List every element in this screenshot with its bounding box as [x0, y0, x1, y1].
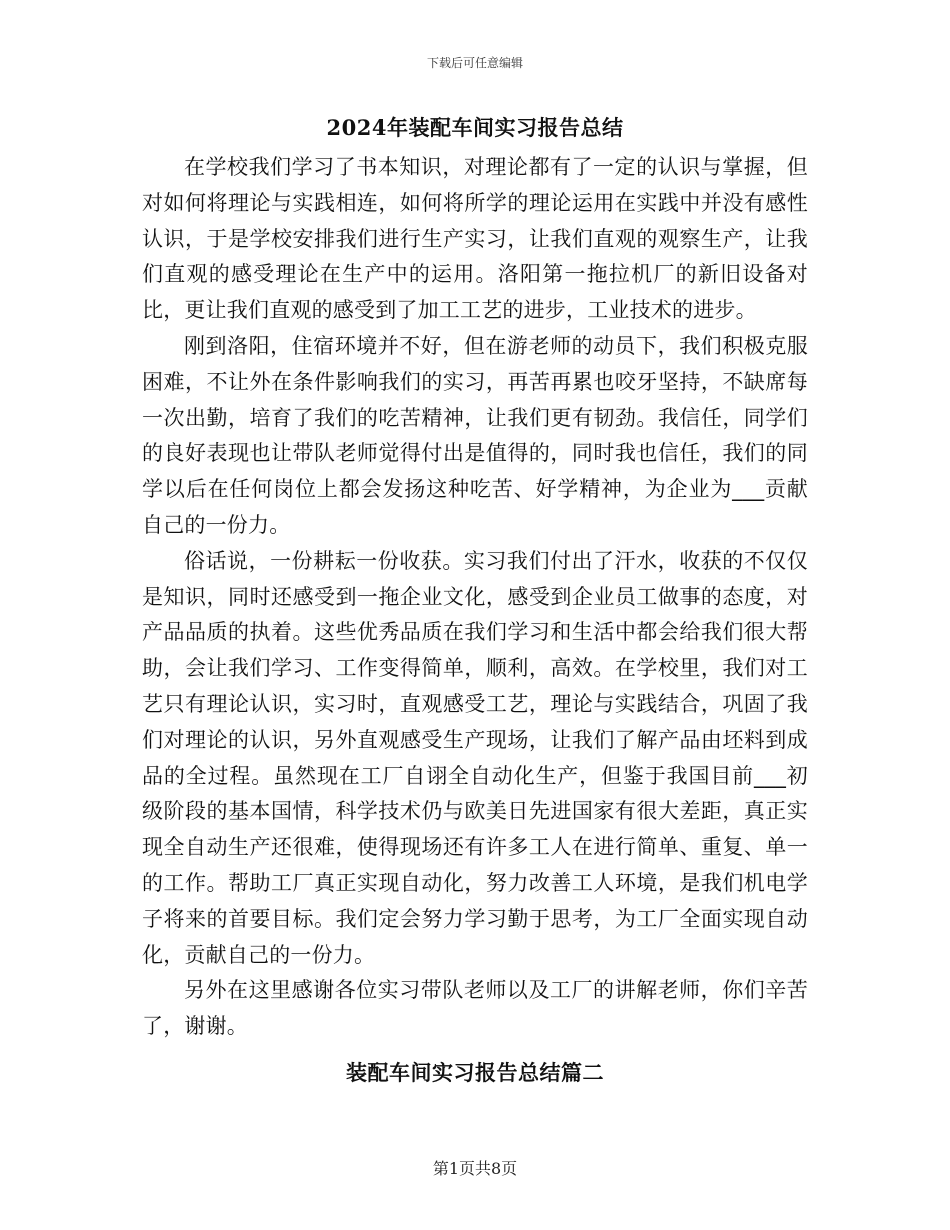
document-title: 2024年装配车间实习报告总结 — [326, 115, 624, 140]
paragraph-4: 另外在这里感谢各位实习带队老师以及工厂的讲解老师，你们辛苦了，谢谢。 — [142, 978, 808, 1039]
paragraph-2: 刚到洛阳，住宿环境并不好，但在游老师的动员下，我们积极克服困难，不让外在条件影响我们的实习，再苦再累也咬牙坚持，不缺席每一次出勤，培育了我们的吃苦精神，让我们更有韧劲。我信任，同学们的良好表现也让带队老师觉得付出是值得的，同时我也信任，我们的同学以后在任何岗位上都会发扬这种吃苦、好学精神，为企业为___贡献自己的一份力。 — [142, 333, 808, 537]
section-title: 装配车间实习报告总结篇二 — [346, 1059, 604, 1085]
paragraph-3: 俗话说，一份耕耘一份收获。实习我们付出了汗水，收获的不仅仅是知识，同时还感受到一拖企业文化，感受到企业员工做事的态度，对产品品质的执着。这些优秀品质在我们学习和生活中都会给我们很大帮助，会让我们学习、工作变得简单，顺利，高效。在学校里，我们对工艺只有理论认识，实习时，直观感受工艺，理论与实践结合，巩固了我们对理论的认识，另外直观感受生产现场，让我们了解产品由坯料到成品的全过程。虽然现在工厂自诩全自动化生产，但鉴于我国目前___初级阶段的基本国情，科学技术仍与欧美日先进国家有很大差距，真正实现全自动生产还很难，使得现场还有许多工人在进行简单、重复、单一的工作。帮助工厂真正实现自动化，努力改善工人环境，是我们机电学子将来的首要目标。我们定会努力学习勤于思考，为工厂全面实现自动化，贡献自己的一份力。 — [142, 548, 808, 967]
document-content — [142, 112, 808, 1089]
page-footer: 第1页共8页 — [432, 1159, 518, 1178]
header-note: 下载后可任意编辑 — [426, 56, 523, 70]
paragraph-1: 在学校我们学习了书本知识，对理论都有了一定的认识与掌握，但对如何将理论与实践相连，如何将所学的理论运用在实践中并没有感性认识，于是学校安排我们进行生产实习，让我们直观的观察生产，让我们直观的感受理论在生产中的运用。洛阳第一拖拉机厂的新旧设备对比，更让我们直观的感受到了加工工艺的进步，工业技术的进步。 — [142, 155, 808, 323]
